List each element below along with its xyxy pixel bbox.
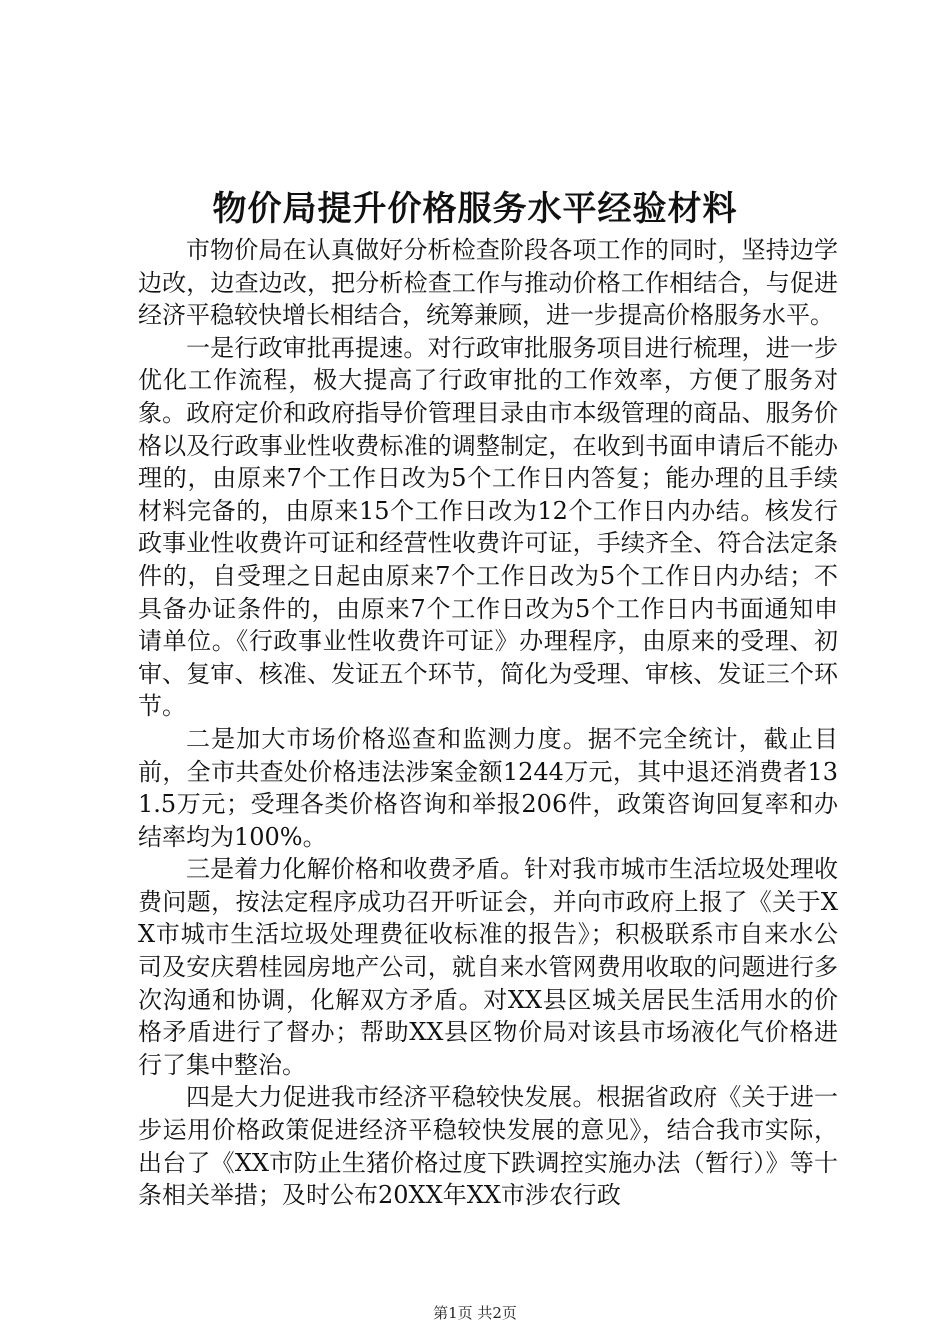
document-title: 物价局提升价格服务水平经验材料	[212, 189, 738, 229]
page-number: 第1页 共2页	[433, 1304, 517, 1322]
paragraph-resolve-conflicts: 三是着力化解价格和收费矛盾。针对我市城市生活垃圾处理收费问题，按法定程序成功召开听证会，并向市政府上报了《关于XX市城市生活垃圾处理费征收标准的报告》；积极联系市自来水公司及安庆碧桂园房地产公司，就自来水管网费用收取的问题进行多次沟通和协调，化解双方矛盾。对XX县区城关居民生活用水的价格矛盾进行了督办；帮助XX县区物价局对该县市场液化气价格进行了集中整治。	[138, 855, 838, 1079]
paragraph-intro: 市物价局在认真做好分析检查阶段各项工作的同时，坚持边学边改，边查边改，把分析检查工作与推动价格工作相结合，与促进经济平稳较快增长相结合，统筹兼顾，进一步提高价格服务水平。	[138, 236, 838, 330]
paragraph-administrative-approval: 一是行政审批再提速。对行政审批服务项目进行梳理，进一步优化工作流程，极大提高了行政审批的工作效率，方便了服务对象。政府定价和政府指导价管理目录由市本级管理的商品、服务价格以及行政事业性收费标准的调整制定，在收到书面申请后不能办理的，由原来7个工作日改为5个工作日内答复；能办理的且手续材料完备的，由原来15个工作日改为12个工作日内办结。核发行政事业性收费许可证和经营性收费许可证，手续齐全、符合法定条件的，自受理之日起由原来7个工作日改为5个工作日内办结；不具备办证条件的，由原来7个工作日改为5个工作日内书面通知申请单位。《行政事业性收费许可证》办理程序，由原来的受理、初审、复审、核准、发证五个环节，简化为受理、审核、发证三个环节。	[138, 333, 838, 721]
paragraph-market-inspection: 二是加大市场价格巡查和监测力度。据不完全统计，截止目前，全市共查处价格违法涉案金额1244万元，其中退还消费者131.5万元；受理各类价格咨询和举报206件，政策咨询回复率和办结率均为100%。	[138, 724, 838, 851]
paragraph-economic-development: 四是大力促进我市经济平稳较快发展。根据省政府《关于进一步运用价格政策促进经济平稳较快发展的意见》，结合我市实际，出台了《XX市防止生猪价格过度下跌调控实施办法（暂行）》等十条相关举措；及时公布20XX年XX市涉农行政	[138, 1083, 838, 1210]
document-body	[138, 234, 838, 1212]
